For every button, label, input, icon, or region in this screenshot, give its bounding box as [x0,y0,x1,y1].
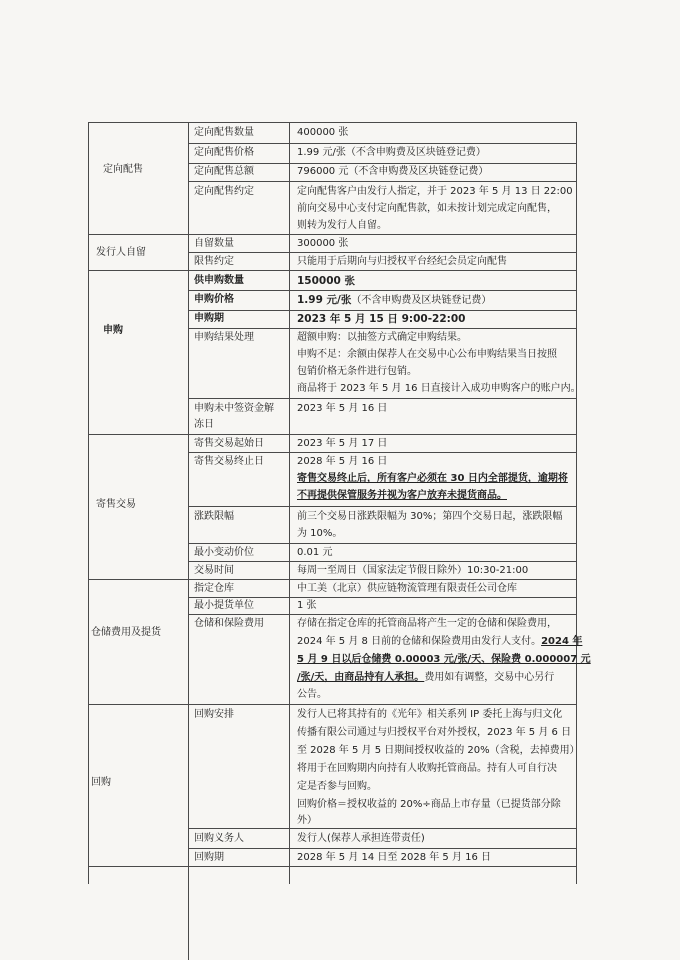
row-value: 2028 年 5 月 16 日 [297,456,388,467]
row-label: 定向配售约定 [194,186,254,197]
row-value-line: 定是否参与回购。 [297,781,377,792]
row-label: 回购期 [194,852,224,863]
price-note: （不含申购费及区块链登记费） [351,295,492,306]
row-label: 最小提货单位 [194,600,254,611]
row-label: 申购结果处理 [194,332,254,343]
row-value: 2023 年 5 月 16 日 [297,403,388,414]
row-value: 每周一至周日（国家法定节假日除外）10:30-21:00 [297,565,529,576]
row-value-line: 前三个交易日涨跌限幅为 30%；第四个交易日起，涨跌限幅 [297,511,563,522]
row-value-line: 为 10%。 [297,528,343,539]
row-value-line: 回购价格＝授权收益的 20%÷商品上市存量（已提货部分除 [297,799,561,810]
row-label: 定向配售数量 [194,127,254,138]
row-value-line: 商品将于 2023 年 5 月 16 日直接计入成功申购客户的账户内。 [297,383,581,394]
row-value: 2028 年 5 月 14 日至 2028 年 5 月 16 日 [297,852,492,863]
row-value: 796000 元（不含申购费及区块链登记费） [297,166,489,177]
row-value-line: 至 2028 年 5 月 5 日期间授权收益的 20%（含税，去掉费用） [297,745,580,756]
row-label: 涨跌限幅 [194,511,234,522]
row-value-line: 包销价格无条件进行包销。 [297,366,417,377]
row-label: 回购安排 [194,709,234,720]
delivery-notice: 寄售交易终止后，所有客户必须在 30 日内全部提货，逾期将 [297,473,568,484]
row-value-line: 定向配售客户由发行人指定，并于 2023 年 5 月 13 日 22:00 [297,186,573,197]
row-label: 申购期 [194,313,224,324]
row-label: 回购义务人 [194,833,244,844]
section-directed-sale: 定向配售 [103,164,143,175]
row-value: 中工美（北京）供应链物流管理有限责任公司仓库 [297,583,517,594]
row-label: 申购价格 [194,294,234,305]
row-label: 指定仓库 [194,583,234,594]
row-label: 交易时间 [194,565,234,576]
section-consignment: 寄售交易 [96,499,136,510]
row-label-line: 冻日 [194,419,214,430]
row-value-line: 前向交易中心支付定向配售款，如未按计划完成定向配售， [297,203,557,214]
delivery-notice: 不再提供保管服务并视为客户放弃未提货商品。 [297,490,507,501]
row-value-line [297,670,554,686]
row-value: 1.99 元/张（不含申购费及区块链登记费） [297,147,486,158]
row-value: 2023 年 5 月 17 日 [297,438,388,449]
row-value-line: 申购不足：余额由保荐人在交易中心公布申购结果当日按照 [297,349,557,360]
row-value-line: 传播有限公司通过与归授权平台对外授权，2023 年 5 月 6 日 [297,727,572,738]
row-value-line: 将用于在回购期内向持有人收购托管商品。持有人可自行决 [297,763,557,774]
row-label: 仓储和保险费用 [194,618,264,629]
row-value [297,292,491,309]
row-value: 只能用于后期向与归授权平台经纪会员定向配售 [297,256,507,267]
storage-fee-emphasis: 2024 年 [541,636,583,647]
row-value-line: 存储在指定仓库的托管商品将产生一定的仓储和保险费用， [297,618,557,629]
row-value-line: 公告。 [297,689,327,700]
section-subscription: 申购 [103,325,123,336]
row-value-line [297,634,582,650]
row-value-line: 则转为发行人自留。 [297,220,387,231]
row-value: 300000 张 [297,238,349,249]
section-issuer-retain: 发行人自留 [96,247,146,258]
storage-fee-emphasis: /张/天，由商品持有人承担。 [297,672,425,683]
storage-note: 2024 年 5 月 8 日前的仓储和保险费用由发行人支付。 [297,636,542,647]
storage-fee-emphasis: 5 月 9 日以后仓储费 0.00003 元/张/天、保险费 0.000007 元 [297,654,591,665]
row-label: 最小变动价位 [194,547,254,558]
row-value: 发行人(保荐人承担连带责任) [297,833,425,844]
row-value: 0.01 元 [297,547,333,558]
row-value-line: 外） [297,815,317,826]
section-buyback: 回购 [91,777,111,788]
section-storage: 仓储费用及提货 [91,627,161,638]
row-label: 限售约定 [194,256,234,267]
row-label: 定向配售价格 [194,147,254,158]
row-label-line: 申购未中签资金解 [194,403,274,414]
row-label: 定向配售总额 [194,166,254,177]
row-value-line: 发行人已将其持有的《光年》相关系列 IP 委托上海与归文化 [297,709,563,720]
storage-tail: 费用如有调整，交易中心另行 [424,672,555,683]
row-value: 1 张 [297,600,317,611]
row-value: 150000 张 [297,275,355,287]
row-value: 2023 年 5 月 15 日 9:00-22:00 [297,313,466,325]
row-label: 寄售交易起始日 [194,438,264,449]
price-emphasis: 1.99 元/张 [297,294,352,306]
row-value-line: 超额申购：以抽签方式确定申购结果。 [297,332,467,343]
row-label: 自留数量 [194,238,234,249]
row-label: 寄售交易终止日 [194,456,264,467]
row-label: 供申购数量 [194,275,244,286]
row-value: 400000 张 [297,127,349,138]
